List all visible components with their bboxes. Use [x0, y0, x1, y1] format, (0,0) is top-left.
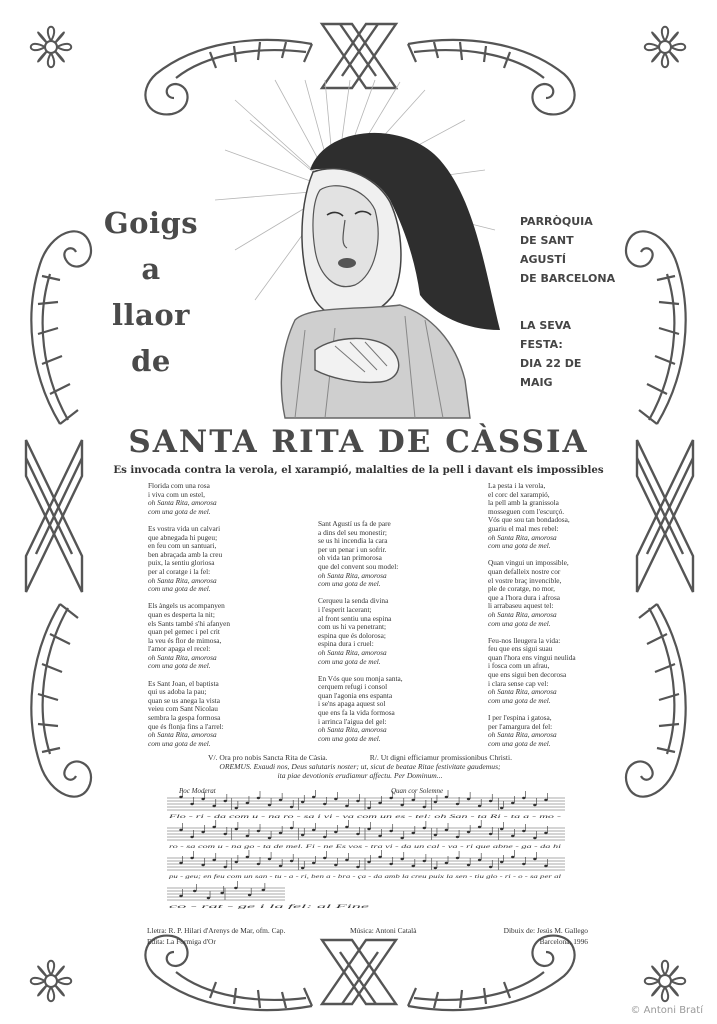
- note-head: [279, 865, 282, 867]
- note-head: [533, 837, 536, 839]
- note-head: [511, 856, 514, 858]
- stanza: [318, 520, 468, 589]
- note-head: [345, 826, 348, 828]
- note-head: [235, 861, 238, 863]
- refrain-line: oh Santa Rita, amorosa: [488, 730, 557, 740]
- credits-center: [350, 925, 417, 936]
- verse-line: l'amor apaga el recel:: [148, 644, 211, 654]
- refrain-line: com una gota de mel.: [488, 541, 551, 551]
- note-head: [312, 796, 315, 798]
- note-head: [207, 897, 210, 899]
- acanthus-scroll-left-upper-icon: [20, 214, 100, 428]
- verse-line: que abnegada hi pugeu;: [148, 532, 218, 542]
- interlace-emblem-bottom-icon: [318, 936, 400, 1008]
- note-head: [456, 803, 459, 805]
- note-head: [212, 859, 215, 861]
- note-head: [522, 797, 525, 799]
- note-head: [522, 830, 525, 832]
- copyright-watermark: © Antoni Bratí: [630, 1005, 703, 1016]
- verse-line: els Sants també s'hi afanyen: [148, 618, 230, 628]
- note-head: [533, 858, 536, 860]
- note-head: [400, 858, 403, 860]
- note-head: [235, 828, 238, 830]
- credit-drawing: Dibuix de: Jesús M. Gallego: [503, 926, 588, 935]
- verse-line: feu que ens sigui suau: [488, 644, 553, 654]
- verse-line: en feu com un santuari,: [148, 541, 217, 551]
- note-head: [201, 831, 204, 833]
- refrain-line: oh Santa Rita, amorosa: [488, 532, 557, 542]
- oremus-line-2: ita piae devotionis erudiamur affectu. Per Dominum...: [277, 771, 443, 780]
- acanthus-scroll-right-upper-icon: [617, 214, 697, 428]
- note-head: [179, 862, 182, 864]
- refrain-line: com una gota de mel.: [318, 579, 381, 589]
- note-head: [193, 890, 196, 892]
- verse-line: la veu és flor de mimosa,: [148, 635, 222, 645]
- note-head: [434, 867, 437, 869]
- credit-lyrics: Lletra: R. P. Hilari d'Arenys de Mar, ofm. Cap.: [147, 926, 286, 935]
- note-head: [434, 834, 437, 836]
- credit-place-year: Barcelona, 1996: [539, 937, 588, 946]
- verse-line: quan es desperta la nit;: [148, 609, 215, 619]
- note-head: [500, 861, 503, 863]
- festa-line: LA SEVA FESTA:: [520, 319, 572, 351]
- note-head: [500, 828, 503, 830]
- verse-line: al front sentiu una espina: [318, 613, 392, 623]
- verse-column-right: [488, 482, 638, 757]
- verse-line: Vós que sou tan bondadosa,: [488, 515, 570, 525]
- note-head: [235, 807, 238, 809]
- note-head: [334, 798, 337, 800]
- note-head: [212, 805, 215, 807]
- note-head: [434, 801, 437, 803]
- credits-right: [478, 925, 588, 947]
- page-subtitle: Es invocada contra la verola, el xarampió, malalties de la pell i davant els impossibles: [113, 464, 604, 476]
- refrain-line: oh Santa Rita, amorosa: [148, 575, 217, 585]
- note-head: [467, 864, 470, 866]
- note-head: [412, 832, 415, 834]
- verse-line: Es Sant Joan, el baptista: [148, 678, 219, 688]
- verse-line: i se'ns apaga aquest sol: [318, 699, 386, 709]
- note-head: [467, 798, 470, 800]
- note-head: [334, 864, 337, 866]
- music-score: [165, 784, 565, 914]
- note-head: [301, 801, 304, 803]
- note-head: [246, 802, 249, 804]
- tempo-right: Quan cor Solemne: [391, 787, 444, 795]
- note-head: [423, 827, 426, 829]
- score-lyric-line: ro - sa com u - na go - ta de mel. Fi - ne Es vos - tra vi - da un cal - va - ri que abne - ga - da hi: [169, 844, 563, 850]
- parish-line: AGUSTÍ: [520, 253, 566, 266]
- note-head: [334, 831, 337, 833]
- verse-line: quan se us anega la vista: [148, 695, 220, 705]
- note-head: [323, 836, 326, 838]
- refrain-line: com una gota de mel.: [148, 661, 211, 671]
- refrain-line: oh Santa Rita, amorosa: [318, 647, 387, 657]
- note-head: [367, 828, 370, 830]
- note-head: [257, 863, 260, 865]
- note-head: [248, 894, 251, 896]
- score-lyric-line: Flo - ri - da com u - na ro - sa i vi - va com un es - tel: oh San - ta Ri - ta a - mo -: [166, 814, 562, 820]
- verse-line: espina que és dolorosa;: [318, 630, 386, 640]
- verse-line: i arrinca l'aigua del gel:: [318, 716, 387, 726]
- note-head: [478, 826, 481, 828]
- verse-line: que ens fa la vida formosa: [318, 708, 395, 718]
- note-head: [345, 805, 348, 807]
- parish-line: PARRÒQUIA: [520, 215, 593, 228]
- note-head: [389, 863, 392, 865]
- note-head: [224, 800, 227, 802]
- note-head: [489, 866, 492, 868]
- verse-line: quan pel gemec i pel crit: [148, 627, 220, 637]
- note-head: [268, 858, 271, 860]
- note-head: [220, 892, 223, 894]
- rosette-top-left-icon: [22, 18, 80, 76]
- score-lyric-line: co - rat - ge i la fel: al Fine: [169, 904, 226, 910]
- note-head: [445, 796, 448, 798]
- note-head: [224, 833, 227, 835]
- note-head: [423, 860, 426, 862]
- stanza: [148, 680, 298, 749]
- verse-line: per l'amargura del fel:: [488, 721, 553, 731]
- verse-line: Quan vingui un impossible,: [488, 558, 569, 568]
- verse-line: que del convent sou model:: [318, 561, 399, 571]
- goigs-line: a: [141, 252, 161, 286]
- goigs-heading: [96, 200, 206, 384]
- verse-line: i fosca com un afrau,: [488, 661, 550, 671]
- note-head: [412, 865, 415, 867]
- note-head: [268, 804, 271, 806]
- stanza: [148, 602, 298, 671]
- verse-line: li arrabaseu aquest tel:: [488, 601, 554, 611]
- refrain-line: oh Santa Rita, amorosa: [148, 652, 217, 662]
- verse-line: En Vós que sou monja santa,: [318, 673, 403, 683]
- verse-line: oh vida tan primorosa: [318, 553, 382, 563]
- verse-line: Florida com una rosa: [148, 481, 210, 490]
- goigs-line: de: [131, 344, 171, 378]
- note-head: [400, 837, 403, 839]
- verse-line: el corc del xarampió,: [488, 489, 550, 499]
- refrain-line: oh Santa Rita, amorosa: [148, 498, 217, 508]
- note-head: [423, 806, 426, 808]
- staff: [167, 850, 565, 870]
- goigs-line: llaor: [112, 298, 190, 332]
- note-head: [246, 835, 249, 837]
- note-head: [257, 797, 260, 799]
- verse-line: puix, la sentiu gloriosa: [148, 558, 215, 568]
- refrain-line: com una gota de mel.: [148, 584, 211, 594]
- note-head: [312, 862, 315, 864]
- refrain-line: oh Santa Rita, amorosa: [488, 609, 557, 619]
- credits-left: [147, 925, 285, 947]
- note-head: [533, 804, 536, 806]
- note-head: [544, 865, 547, 867]
- verse-line: quan l'agonia ens espanta: [318, 690, 393, 700]
- note-head: [279, 799, 282, 801]
- note-head: [544, 832, 547, 834]
- note-head: [268, 837, 271, 839]
- santa-rita-portrait: [215, 80, 515, 420]
- verse-line: la pell amb la granissola: [488, 498, 559, 508]
- verse-line: quan l'hora ens vingui neulida: [488, 652, 576, 662]
- refrain-line: com una gota de mel.: [148, 506, 211, 516]
- credit-music: Música: Antoni Català: [350, 926, 417, 935]
- note-head: [234, 887, 237, 889]
- festa-line: DIA 22 DE MAIG: [520, 357, 582, 389]
- interlace-emblem-right-icon: [633, 436, 697, 596]
- score-staves: [165, 784, 565, 914]
- note-head: [367, 861, 370, 863]
- note-head: [400, 804, 403, 806]
- note-head: [212, 826, 215, 828]
- stanza: [318, 675, 468, 744]
- note-head: [412, 799, 415, 801]
- note-head: [389, 830, 392, 832]
- note-head: [389, 797, 392, 799]
- note-head: [323, 803, 326, 805]
- note-head: [489, 800, 492, 802]
- verse-line: se us hi incendia la cara: [318, 536, 388, 546]
- note-head: [511, 835, 514, 837]
- stanza: [488, 482, 638, 551]
- verse-line: per al coratge i la fel:: [148, 566, 211, 576]
- note-head: [179, 829, 182, 831]
- verse-line: qui us adoba la pau;: [148, 687, 207, 697]
- response: R/. Ut digni efficiamur promissionibus Christi.: [369, 753, 512, 762]
- verse-line: per un penar i un sofrir.: [318, 544, 387, 554]
- verse-line: espina dura i cruel:: [318, 639, 374, 649]
- note-head: [356, 833, 359, 835]
- note-head: [290, 860, 293, 862]
- verse-line: quan defalleix nostre cor: [488, 566, 561, 576]
- note-head: [456, 857, 459, 859]
- note-head: [478, 805, 481, 807]
- parish-line: DE BARCELONA: [520, 272, 616, 285]
- verse-line: el vostre braç invencible,: [488, 575, 562, 585]
- verse-line: Sant Agustí us fa de pare: [318, 519, 391, 528]
- refrain-line: oh Santa Rita, amorosa: [148, 730, 217, 740]
- refrain-line: com una gota de mel.: [488, 618, 551, 628]
- note-head: [262, 889, 265, 891]
- verse-line: Feu-nos lleugera la vida:: [488, 635, 561, 645]
- verse-line: i viva com un estel,: [148, 489, 205, 499]
- note-head: [290, 827, 293, 829]
- note-head: [290, 806, 293, 808]
- interlace-emblem-left-icon: [22, 436, 86, 596]
- rosette-bottom-left-icon: [22, 952, 80, 1010]
- note-head: [190, 803, 193, 805]
- verse-line: i clara sense cap vel:: [488, 678, 549, 688]
- verse-column-left: [148, 482, 298, 757]
- note-head: [445, 829, 448, 831]
- refrain-line: com una gota de mel.: [318, 733, 381, 743]
- note-head: [500, 807, 503, 809]
- refrain-line: com una gota de mel.: [488, 738, 551, 748]
- note-head: [179, 895, 182, 897]
- note-head: [522, 863, 525, 865]
- note-head: [279, 832, 282, 834]
- stanza: [318, 597, 468, 666]
- parish-info: [520, 212, 616, 392]
- note-head: [201, 864, 204, 866]
- note-head: [478, 859, 481, 861]
- verse-line: ple de coratge, no mor,: [488, 584, 555, 594]
- stanza: [488, 637, 638, 706]
- verse-line: que ens sigui ben decorosa: [488, 670, 567, 680]
- verse-line: que és flonja fins a l'arrel:: [148, 721, 224, 731]
- stanza: [148, 525, 298, 594]
- verse-line: I per l'espina i gatosa,: [488, 713, 552, 723]
- refrain-line: oh Santa Rita, amorosa: [488, 687, 557, 697]
- verse-line: cerquem refugi i consol: [318, 682, 388, 692]
- credit-publisher: Edita: La Formiga d'Or: [147, 937, 216, 946]
- verse-line: veieu com Sant Nicolau: [148, 704, 218, 714]
- refrain-line: oh Santa Rita, amorosa: [318, 725, 387, 735]
- staff: [167, 881, 285, 900]
- verse-line: com us hi va penetrant;: [318, 622, 387, 632]
- staff: [167, 790, 565, 810]
- note-head: [345, 859, 348, 861]
- note-head: [224, 866, 227, 868]
- verse-line: ben abraçada amb la creu: [148, 549, 223, 559]
- note-head: [257, 830, 260, 832]
- page-title: SANTA RITA DE CÀSSIA: [128, 424, 589, 460]
- verse-line: Es vostra vida un calvari: [148, 523, 221, 533]
- verse-line: a dins del seu monestir;: [318, 527, 387, 537]
- note-head: [301, 834, 304, 836]
- verse-line: i l'esperit lacerant;: [318, 604, 372, 614]
- verse-line: La pesta i la verola,: [488, 481, 546, 490]
- note-head: [378, 835, 381, 837]
- verse-line: sembra la gespa formosa: [148, 713, 221, 723]
- note-head: [190, 857, 193, 859]
- verse-line: que a l'hora dura i afrosa: [488, 592, 561, 602]
- stanza: [148, 482, 298, 516]
- note-head: [312, 829, 315, 831]
- tempo-left: Poc Moderat: [179, 787, 216, 795]
- note-head: [190, 836, 193, 838]
- note-head: [544, 799, 547, 801]
- refrain-line: com una gota de mel.: [148, 738, 211, 748]
- acanthus-scroll-left-lower-icon: [20, 600, 100, 814]
- rosette-bottom-right-icon: [636, 952, 694, 1010]
- verse-line: guariu el mal mes rebel:: [488, 523, 559, 533]
- note-head: [356, 800, 359, 802]
- note-head: [511, 802, 514, 804]
- note-head: [467, 831, 470, 833]
- staff: [167, 820, 565, 840]
- parish-line: DE SANT: [520, 234, 574, 247]
- refrain-line: com una gota de mel.: [318, 656, 381, 666]
- note-head: [378, 856, 381, 858]
- refrain-line: com una gota de mel.: [488, 695, 551, 705]
- note-head: [201, 798, 204, 800]
- verse-line: mosseguen com l'escurçó.: [488, 506, 565, 516]
- verse-line: Cerqueu la senda divina: [318, 596, 389, 606]
- goigs-line: Goigs: [103, 206, 199, 240]
- note-head: [456, 836, 459, 838]
- note-head: [246, 856, 249, 858]
- rosette-top-right-icon: [636, 18, 694, 76]
- note-head: [489, 833, 492, 835]
- stanza: [488, 559, 638, 628]
- note-head: [323, 857, 326, 859]
- stanza: [488, 714, 638, 748]
- versicle: V/. Ora pro nobis Sancta Rita de Càsia.: [208, 753, 328, 762]
- note-head: [301, 867, 304, 869]
- verse-line: Els àngels us acompanyen: [148, 601, 225, 611]
- note-head: [367, 807, 370, 809]
- oremus-line: OREMUS. Exaudi nos, Deus salutaris noster; ut, sicut de beatae Ritae festivitate gaudemus;: [219, 762, 501, 771]
- verse-column-center: [318, 520, 468, 752]
- note-head: [378, 802, 381, 804]
- prayer-block: [150, 753, 570, 780]
- refrain-line: oh Santa Rita, amorosa: [318, 570, 387, 580]
- note-head: [179, 796, 182, 798]
- score-lyric-line: pu - geu; en feu com un san - tu - a - ri, ben a - bra - ça - da amb la creu puix la sen - tiu glo - ri - o - sa per al: [169, 874, 399, 880]
- note-head: [356, 866, 359, 868]
- note-head: [445, 862, 448, 864]
